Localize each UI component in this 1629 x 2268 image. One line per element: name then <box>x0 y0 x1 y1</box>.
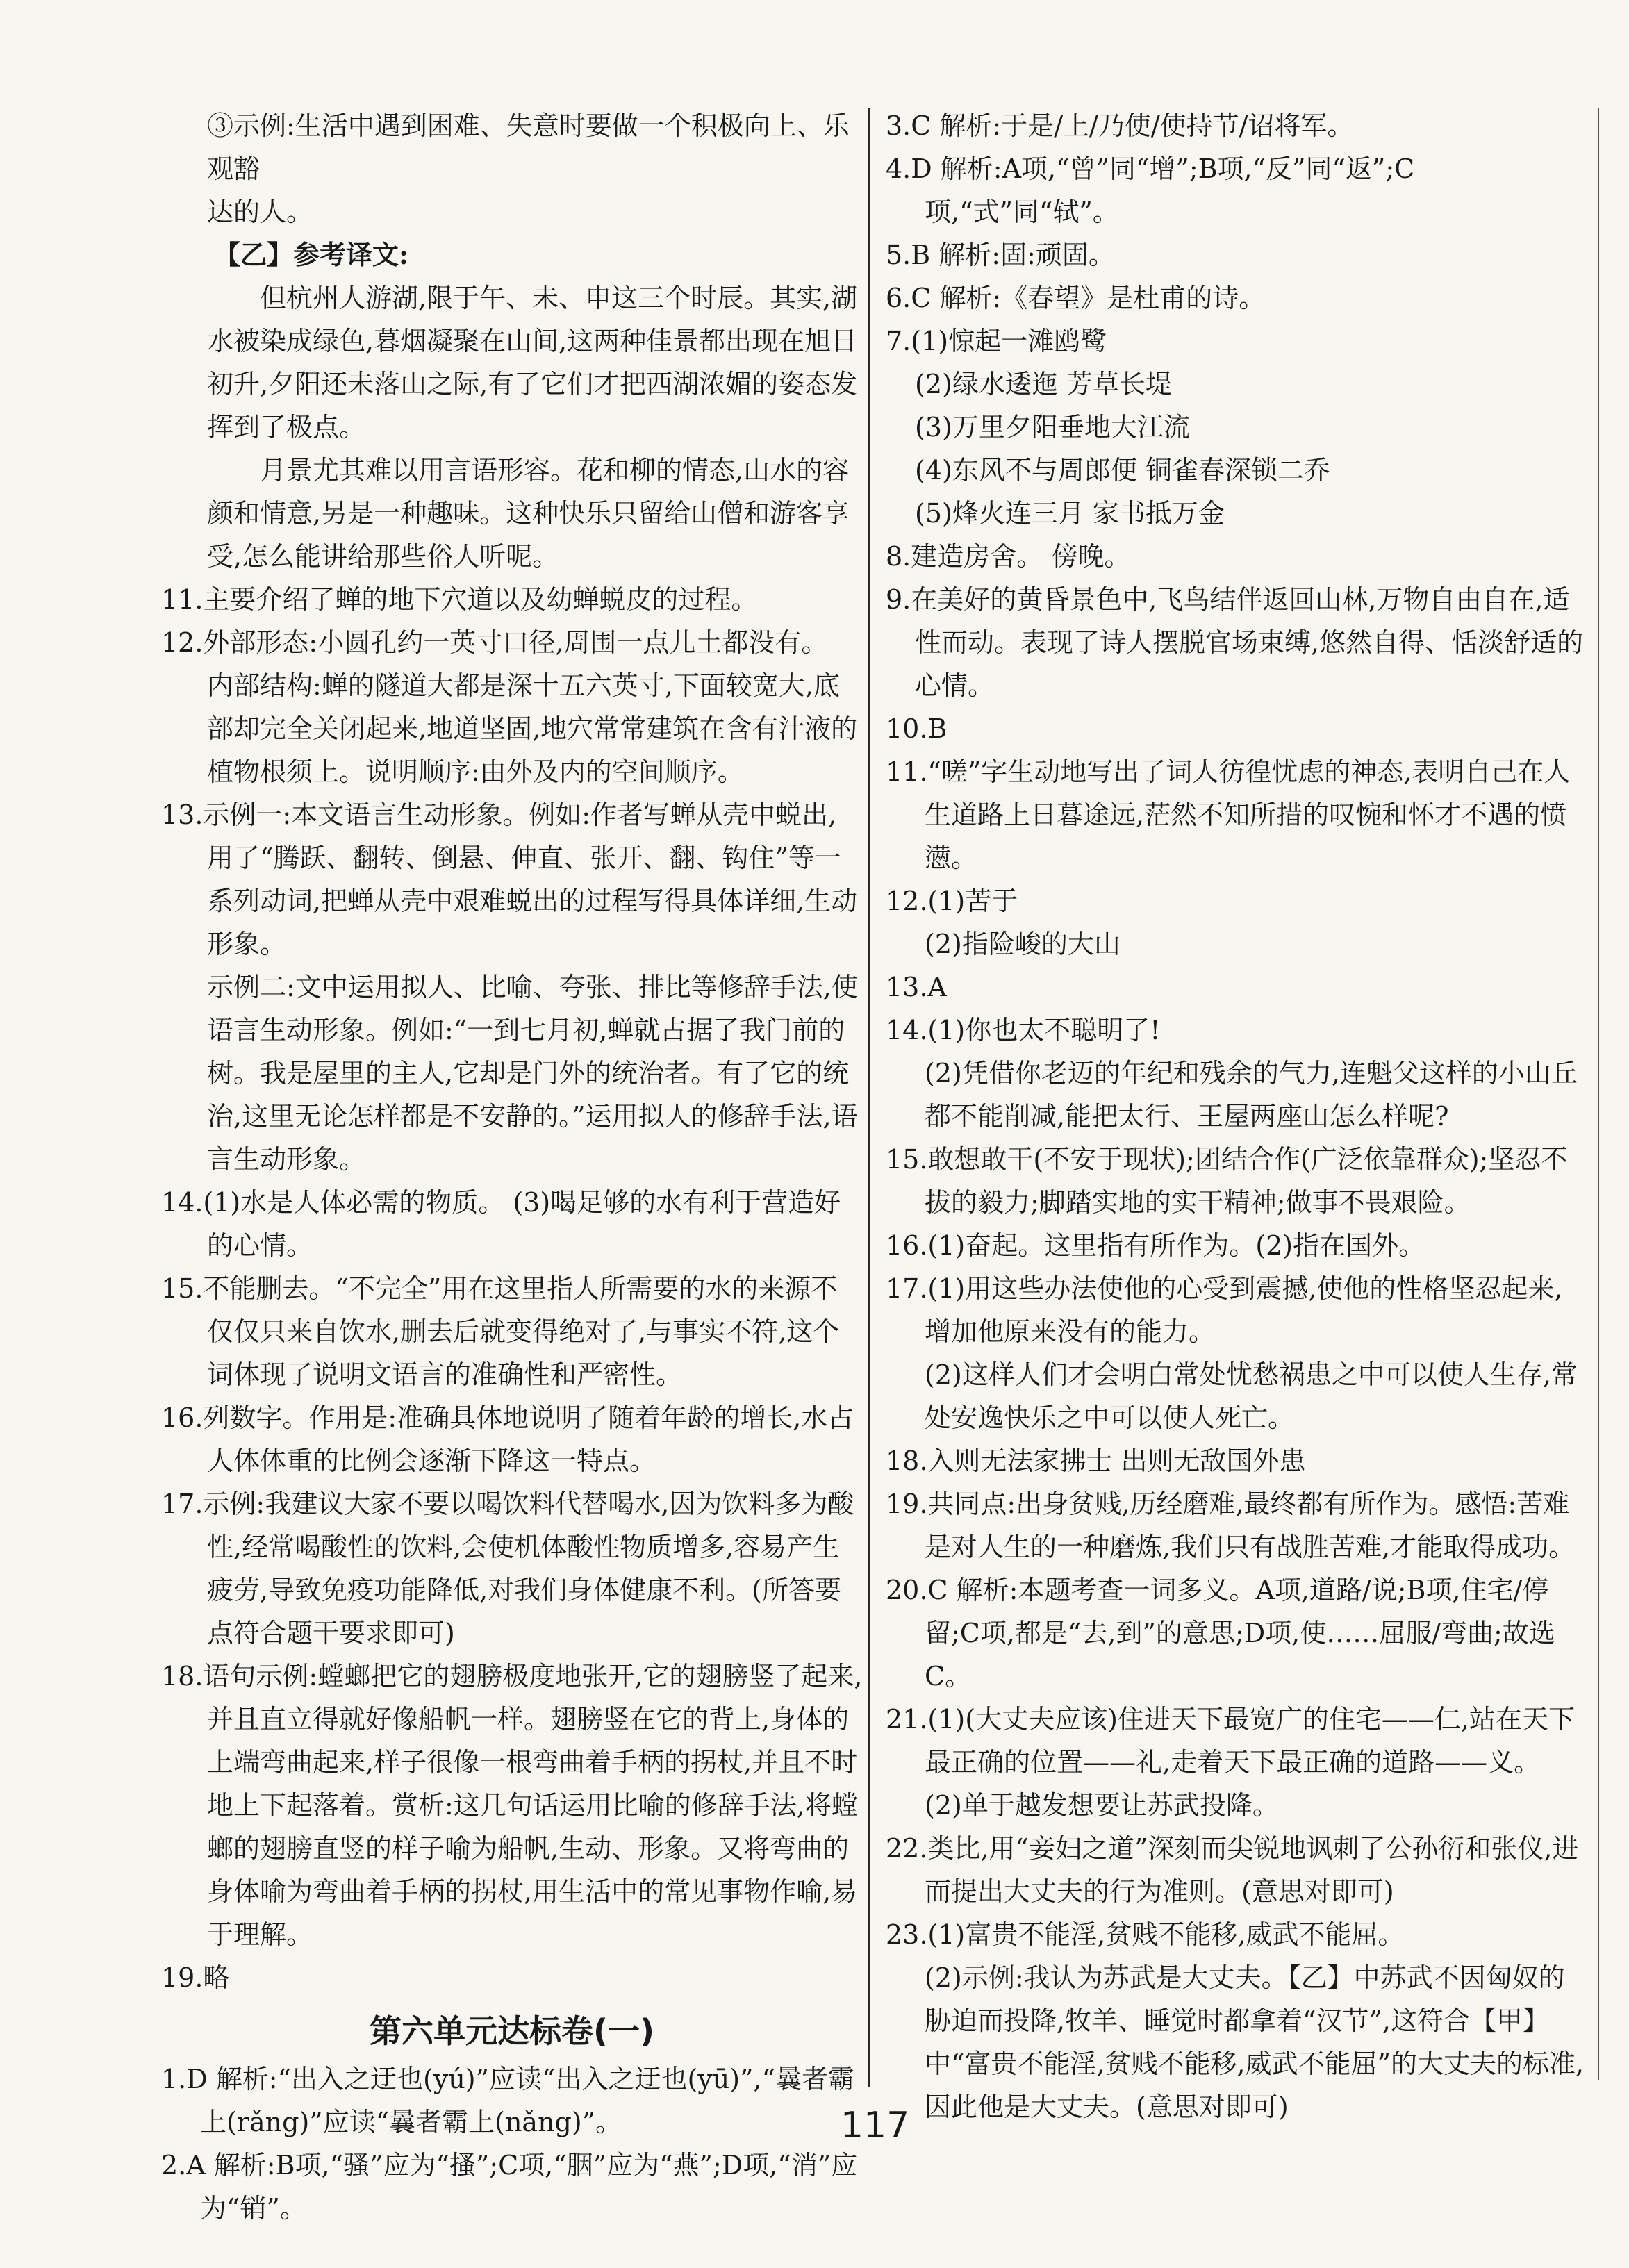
page-number: 117 <box>841 2105 910 2146</box>
answer-b1: 1.D 解析:“出入之迂也(yú)”应读“出入之迂也(yū)”,“曩者霸上(rǎng)”应读“曩者霸上(nǎng)”。 <box>161 2064 855 2137</box>
translation-paragraph: 月景尤其难以用言语形容。花和柳的情态,山水的容颜和情意,另是一种趣味。这种快乐只留给山僧和游客享受,怎么能讲给那些俗人听呢。 <box>207 455 850 572</box>
right-column <box>886 104 1589 2128</box>
answer-3: 3.C 解析:于是/上/乃使/使持节/诏将军。 <box>886 110 1354 141</box>
answer-16: 16.(1)奋起。这里指有所作为。(2)指在国外。 <box>886 1230 1425 1261</box>
answer-7-1: 7.(1)惊起一滩鸥鹭 <box>886 326 1107 356</box>
answer-14-2: (2)凭借你老迈的年纪和残余的气力,连魁父这样的小山丘都不能削减,能把太行、王屋两座山怎么样呢? <box>925 1058 1578 1132</box>
answer-line: ③示例:生活中遇到困难、失意时要做一个积极向上、乐观豁 <box>207 110 850 184</box>
answer-15: 15.敢想敢干(不安于现状);团结合作(广泛依靠群众);坚忍不拔的毅力;脚踏实地的实干精神;做事不畏艰险。 <box>886 1144 1568 1218</box>
right-border <box>1598 108 1599 2080</box>
answer-23-1: 23.(1)富贵不能淫,贫贱不能移,威武不能屈。 <box>886 1919 1405 1950</box>
answer-14: 14.(1)水是人体必需的物质。 (3)喝足够的水有利于营造好的心情。 <box>161 1187 841 1261</box>
left-column <box>161 104 863 2230</box>
answer-14-1: 14.(1)你也太不聪明了! <box>886 1015 1161 1045</box>
answer-9: 9.在美好的黄昏景色中,飞鸟结伴返回山林,万物自由自在,适性而动。表现了诗人摆脱官场束缚,悠然自得、恬淡舒适的心情。 <box>886 584 1584 701</box>
answer-7-3: (3)万里夕阳垂地大江流 <box>915 412 1190 442</box>
answer-line: 达的人。 <box>207 197 313 227</box>
answer-10: 10.B <box>886 713 948 744</box>
answer-17-2: (2)这样人们才会明白常处忧愁祸患之中可以使人生存,常处安逸快乐之中可以使人死亡。 <box>925 1359 1578 1433</box>
answer-18: 18.入则无法家拂士 出则无敌国外患 <box>886 1446 1306 1476</box>
answer-16: 16.列数字。作用是:准确具体地说明了随着年龄的增长,水占人体体重的比例会逐渐下降这一特点。 <box>161 1402 854 1476</box>
answer-7-4: (4)东风不与周郎便 铜雀春深锁二乔 <box>915 455 1330 486</box>
answer-17: 17.示例:我建议大家不要以喝饮料代替喝水,因为饮料多为酸性,经常喝酸性的饮料,会使机体酸性物质增多,容易产生疲劳,导致免疫功能降低,对我们身体健康不利。(所答要点符合题干要求即可) <box>161 1489 854 1648</box>
answer-12: 12.外部形态:小圆孔约一英寸口径,周围一点儿土都没有。 <box>161 627 828 658</box>
answer-18: 18.语句示例:螳螂把它的翅膀极度地张开,它的翅膀竖了起来,并且直立得就好像船帆一样。翅膀竖在它的背上,身体的上端弯曲起来,样子很像一根弯曲着手柄的拐杖,并且不时地上下起落着。赏析:这几句话运用比喻的修辞手法,将螳螂的翅膀直竖的样子喻为船帆,生动、形象。又将弯曲的身体喻为弯曲着手柄的拐杖,用生活中的常见事物作喻,易于理解。 <box>161 1661 863 1950</box>
answer-15: 15.不能删去。“不完全”用在这里指人所需要的水的来源不仅仅只来自饮水,删去后就变得绝对了,与事实不符,这个词体现了说明文语言的准确性和严密性。 <box>161 1273 840 1390</box>
answer-17-1: 17.(1)用这些办法使他的心受到震撼,使他的性格坚忍起来,增加他原来没有的能力。 <box>886 1273 1563 1347</box>
section-heading: 【乙】参考译文: <box>214 239 409 270</box>
answer-21-2: (2)单于越发想要让苏武投降。 <box>925 1790 1279 1821</box>
answer-4: 4.D 解析:A项,“曾”同“增”;B项,“反”同“返”;C项,“式”同“轼”。 <box>886 154 1415 227</box>
column-divider <box>868 108 870 2087</box>
answer-13: 13.示例一:本文语言生动形象。例如:作者写蝉从壳中蜕出,用了“腾跃、翻转、倒悬、伸直、张开、翻、钩住”等一系列动词,把蝉从壳中艰难蜕出的过程写得具体详细,生动形象。 <box>161 800 858 959</box>
answer-12-1: 12.(1)苦于 <box>886 886 1018 916</box>
answer-11: 11.主要介绍了蝉的地下穴道以及幼蝉蜕皮的过程。 <box>161 584 758 615</box>
answer-5: 5.B 解析:固:顽固。 <box>886 240 1115 270</box>
unit-title: 第六单元达标卷(一) <box>369 2012 655 2050</box>
answer-23-2: (2)示例:我认为苏武是大丈夫。【乙】中苏武不因匈奴的胁迫而投降,牧羊、睡觉时都拿着“汉节”,这符合【甲】中“富贵不能淫,贫贱不能移,威武不能屈”的大丈夫的标准,因此他是大丈夫。(意思对即可) <box>925 1962 1585 2122</box>
answer-21-1: 21.(1)(大丈夫应该)住进天下最宽广的住宅——仁,站在天下最正确的位置——礼,走着天下最正确的道路——义。 <box>886 1704 1575 1778</box>
answer-8: 8.建造房舍。 傍晚。 <box>886 541 1131 572</box>
answer-22: 22.类比,用“妾妇之道”深刻而尖锐地讽刺了公孙衍和张仪,进而提出大丈夫的行为准则。(意思对即可) <box>886 1833 1579 1907</box>
answer-12-detail: 内部结构:蝉的隧道大都是深十五六英寸,下面较宽大,底部却完全关闭起来,地道坚固,地穴常常建筑在含有汁液的植物根须上。说明顺序:由外及内的空间顺序。 <box>207 670 858 787</box>
answer-19: 19.略 <box>161 1962 230 1993</box>
answer-19: 19.共同点:出身贫贱,历经磨难,最终都有所作为。感悟:苦难是对人生的一种磨炼,我们只有战胜苦难,才能取得成功。 <box>886 1489 1576 1562</box>
answer-7-2: (2)绿水逶迤 芳草长堤 <box>915 369 1172 399</box>
answer-13-example2: 示例二:文中运用拟人、比喻、夸张、排比等修辞手法,使语言生动形象。例如:“一到七月初,蝉就占据了我门前的树。我是屋里的主人,它却是门外的统治者。有了它的统治,这里无论怎样都是不安静的。”运用拟人的修辞手法,语言生动形象。 <box>207 972 858 1175</box>
answer-20: 20.C 解析:本题考查一词多义。A项,道路/说;B项,住宅/停留;C项,都是“去,到”的意思;D项,使……屈服/弯曲;故选C。 <box>886 1575 1555 1691</box>
answer-6: 6.C 解析:《春望》是杜甫的诗。 <box>886 283 1266 313</box>
answer-12-2: (2)指险峻的大山 <box>925 929 1121 959</box>
translation-paragraph: 但杭州人游湖,限于午、未、申这三个时辰。其实,湖水被染成绿色,暮烟凝聚在山间,这两种佳景都出现在旭日初升,夕阳还未落山之际,有了它们才把西湖浓媚的姿态发挥到了极点。 <box>207 283 858 442</box>
answer-7-5: (5)烽火连三月 家书抵万金 <box>915 498 1225 529</box>
answer-11: 11.“嗟”字生动地写出了词人彷徨忧虑的神态,表明自己在人生道路上日暮途远,茫然不知所措的叹惋和怀才不遇的愤懑。 <box>886 756 1571 873</box>
answer-13: 13.A <box>886 972 947 1002</box>
answer-b2: 2.A 解析:B项,“骚”应为“搔”;C项,“胭”应为“燕”;D项,“消”应为“销”。 <box>161 2150 858 2224</box>
